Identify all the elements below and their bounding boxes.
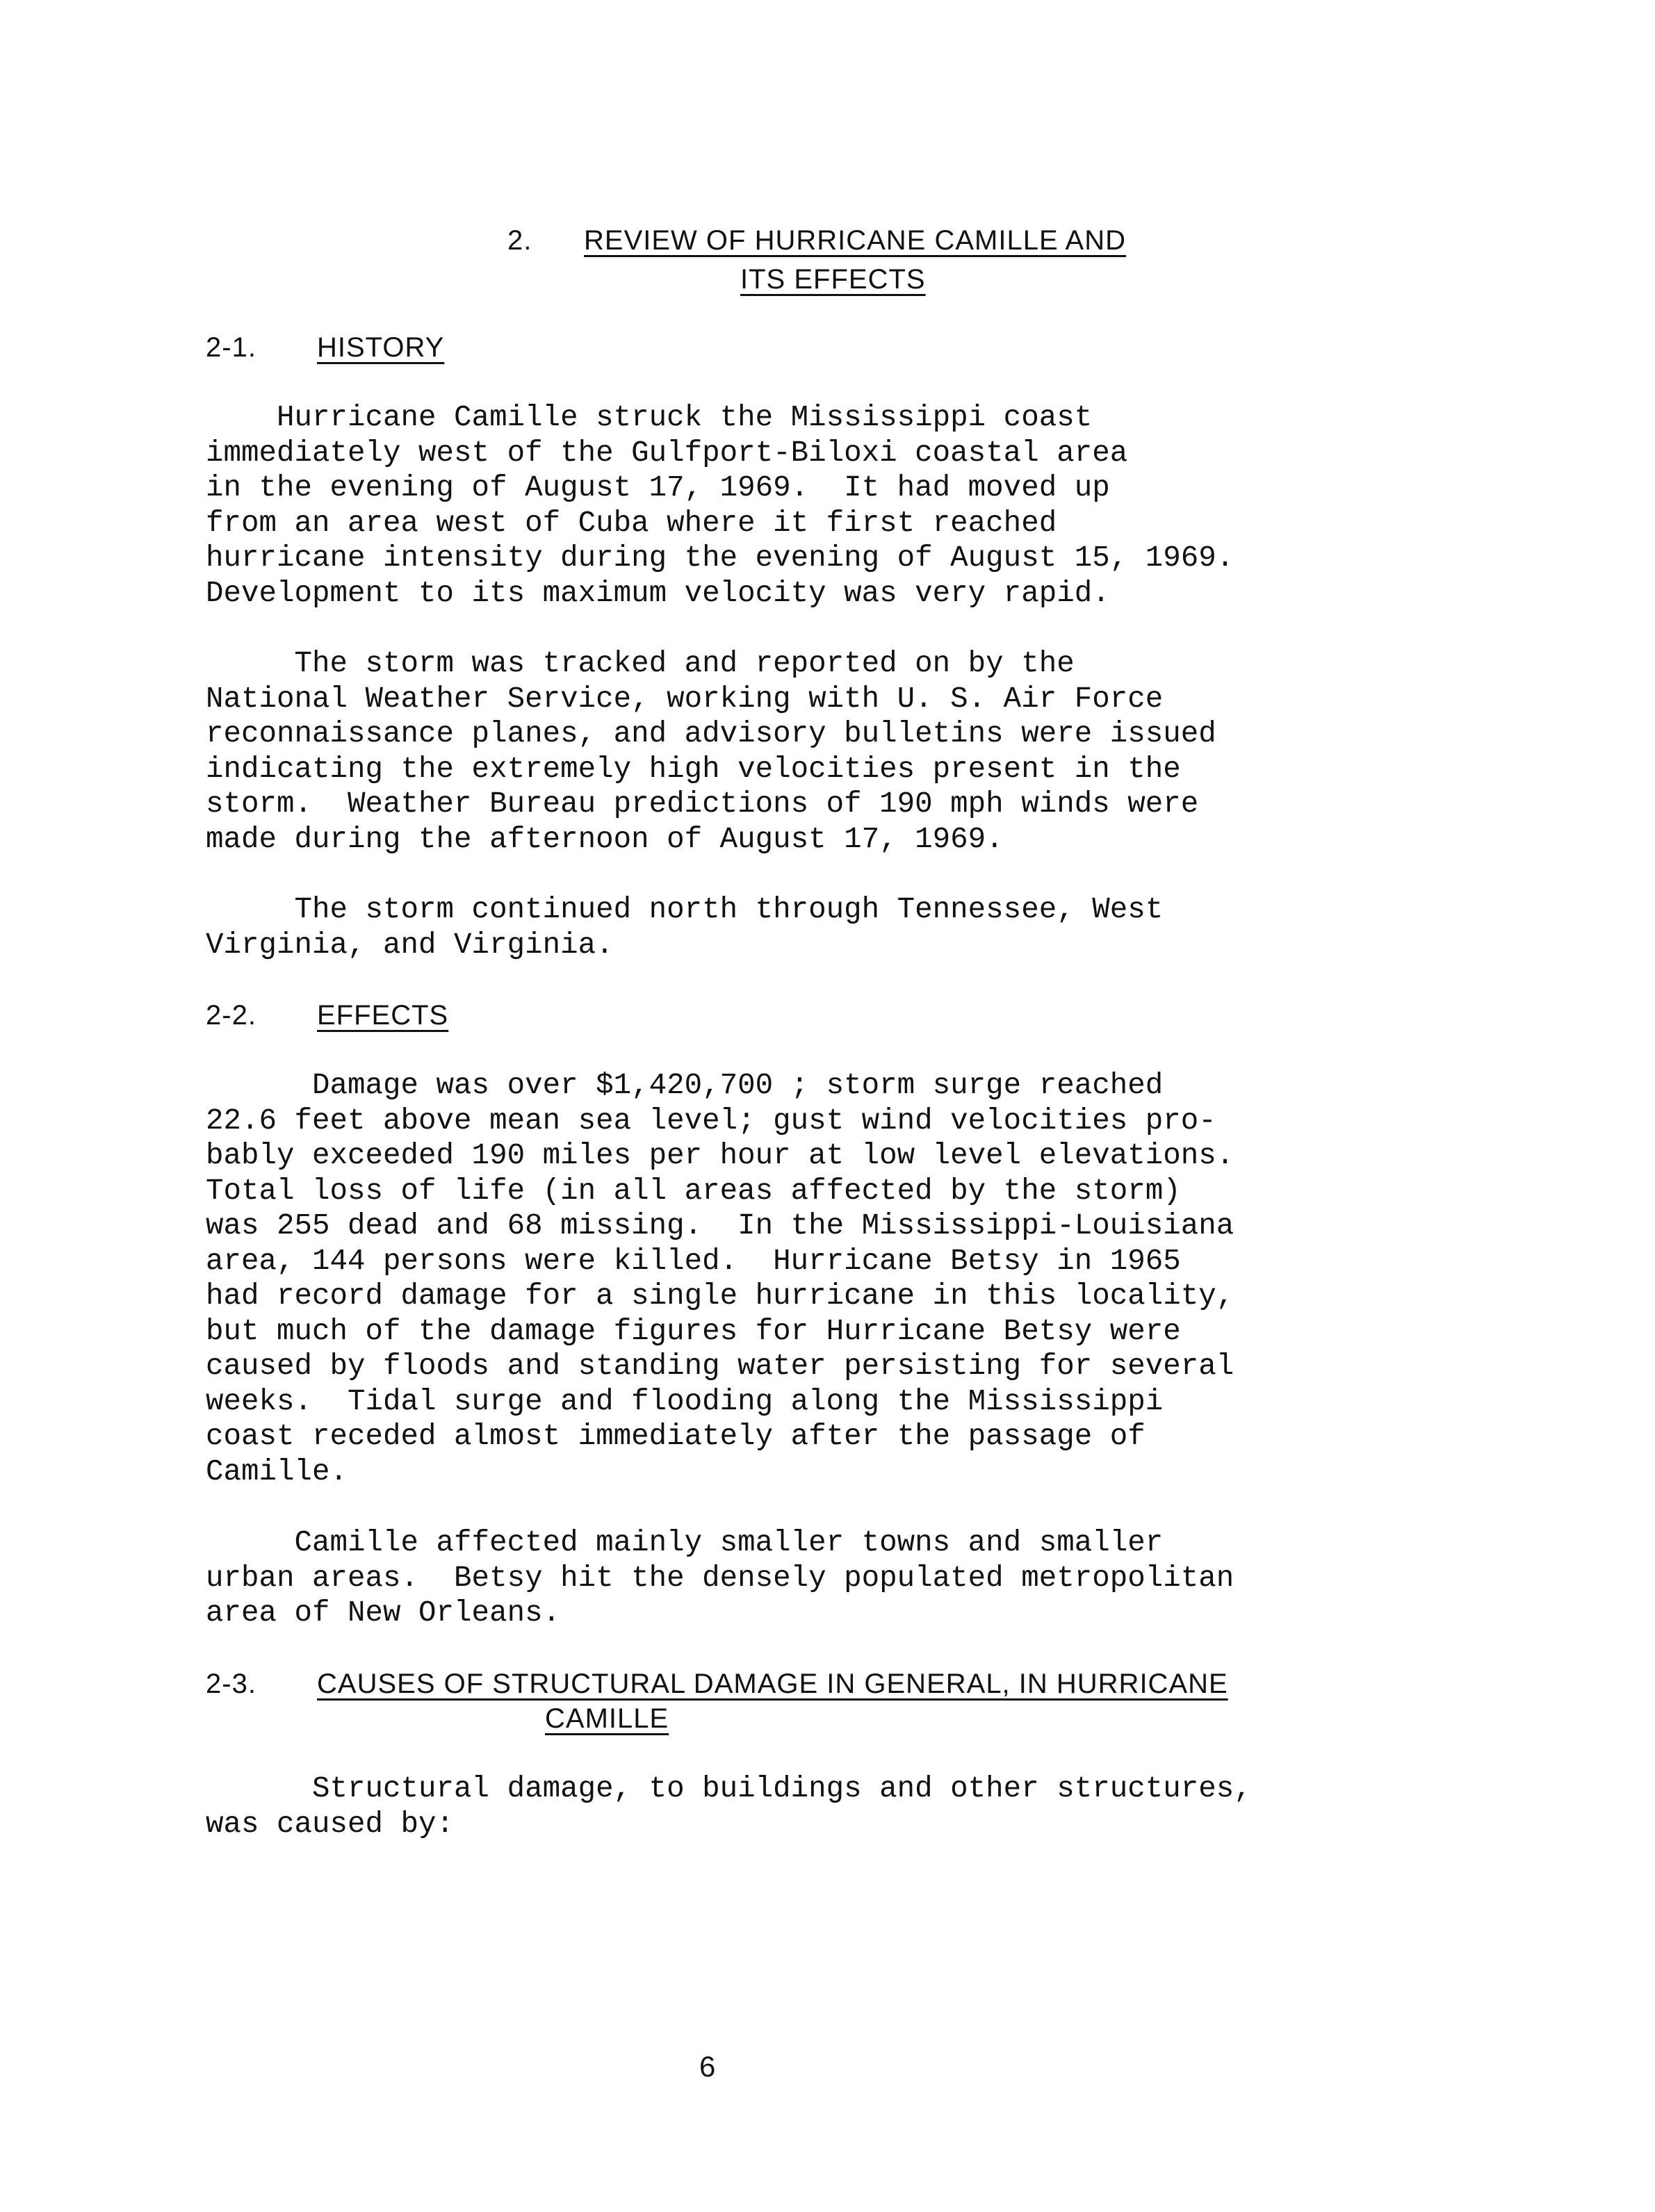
paragraph-history-3: The storm continued north through Tennessee, West Virginia, and Virginia. xyxy=(206,893,1164,962)
section-number: 2-3. xyxy=(206,1669,256,1699)
section-title: EFFECTS xyxy=(317,1000,449,1031)
section-number: 2-2. xyxy=(206,1000,256,1031)
paragraph-history-2: The storm was tracked and reported on by the National Weather Service, working with U. S. Air Force reconnaissance planes, and advisory bulletins were issued indicating the extremely high velocities present in the storm. Weather Bureau predictions of 190 mph winds were made during the afternoon of August 17, 1969. xyxy=(206,647,1216,856)
section-title-line-2: CAMILLE xyxy=(545,1703,669,1734)
section-heading-causes xyxy=(206,1666,1228,1734)
section-heading-effects xyxy=(206,998,448,1033)
chapter-number: 2. xyxy=(507,225,532,256)
paragraph-effects-2: Camille affected mainly smaller towns and smaller urban areas. Betsy hit the densely populated metropolitan area of New Orleans. xyxy=(206,1526,1234,1630)
chapter-title-line-2: ITS EFFECTS xyxy=(740,264,926,295)
chapter-title-line-1: REVIEW OF HURRICANE CAMILLE AND xyxy=(584,225,1127,256)
page-number: 6 xyxy=(699,2050,716,2083)
paragraph-history-1: Hurricane Camille struck the Mississippi coast immediately west of the Gulfport-Biloxi coastal area in the evening of August 17, 1969. It had moved up from an area west of Cuba where it first reached hurricane intensity during the evening of August 15, 1969. Development to its maximum velocity was very rapid. xyxy=(206,401,1234,610)
section-number: 2-1. xyxy=(206,332,256,363)
section-title: HISTORY xyxy=(317,332,445,363)
chapter-title xyxy=(507,221,1272,295)
paragraph-effects-1: Damage was over $1,420,700 ; storm surge reached 22.6 feet above mean sea level; gust wind velocities pro- bably exceeded 190 miles per hour at low level elevations. Total loss of life (in all areas affected by the storm) was 255 dead and 68 missing. In the Mississippi-Louisiana area, 144 persons were killed. Hurricane Betsy in 1965 had record damage for a single hurricane in this locality, but much of the damage figures for Hurricane Betsy were caused by floods and standing water persisting for several weeks. Tidal surge and flooding along the Mississippi coast receded almost immediately after the passage of Camille. xyxy=(206,1069,1234,1489)
section-heading-history xyxy=(206,330,444,365)
section-title-line-1: CAUSES OF STRUCTURAL DAMAGE IN GENERAL, IN HURRICANE xyxy=(317,1669,1228,1699)
paragraph-causes-1: Structural damage, to buildings and other structures, was caused by: xyxy=(206,1772,1252,1841)
